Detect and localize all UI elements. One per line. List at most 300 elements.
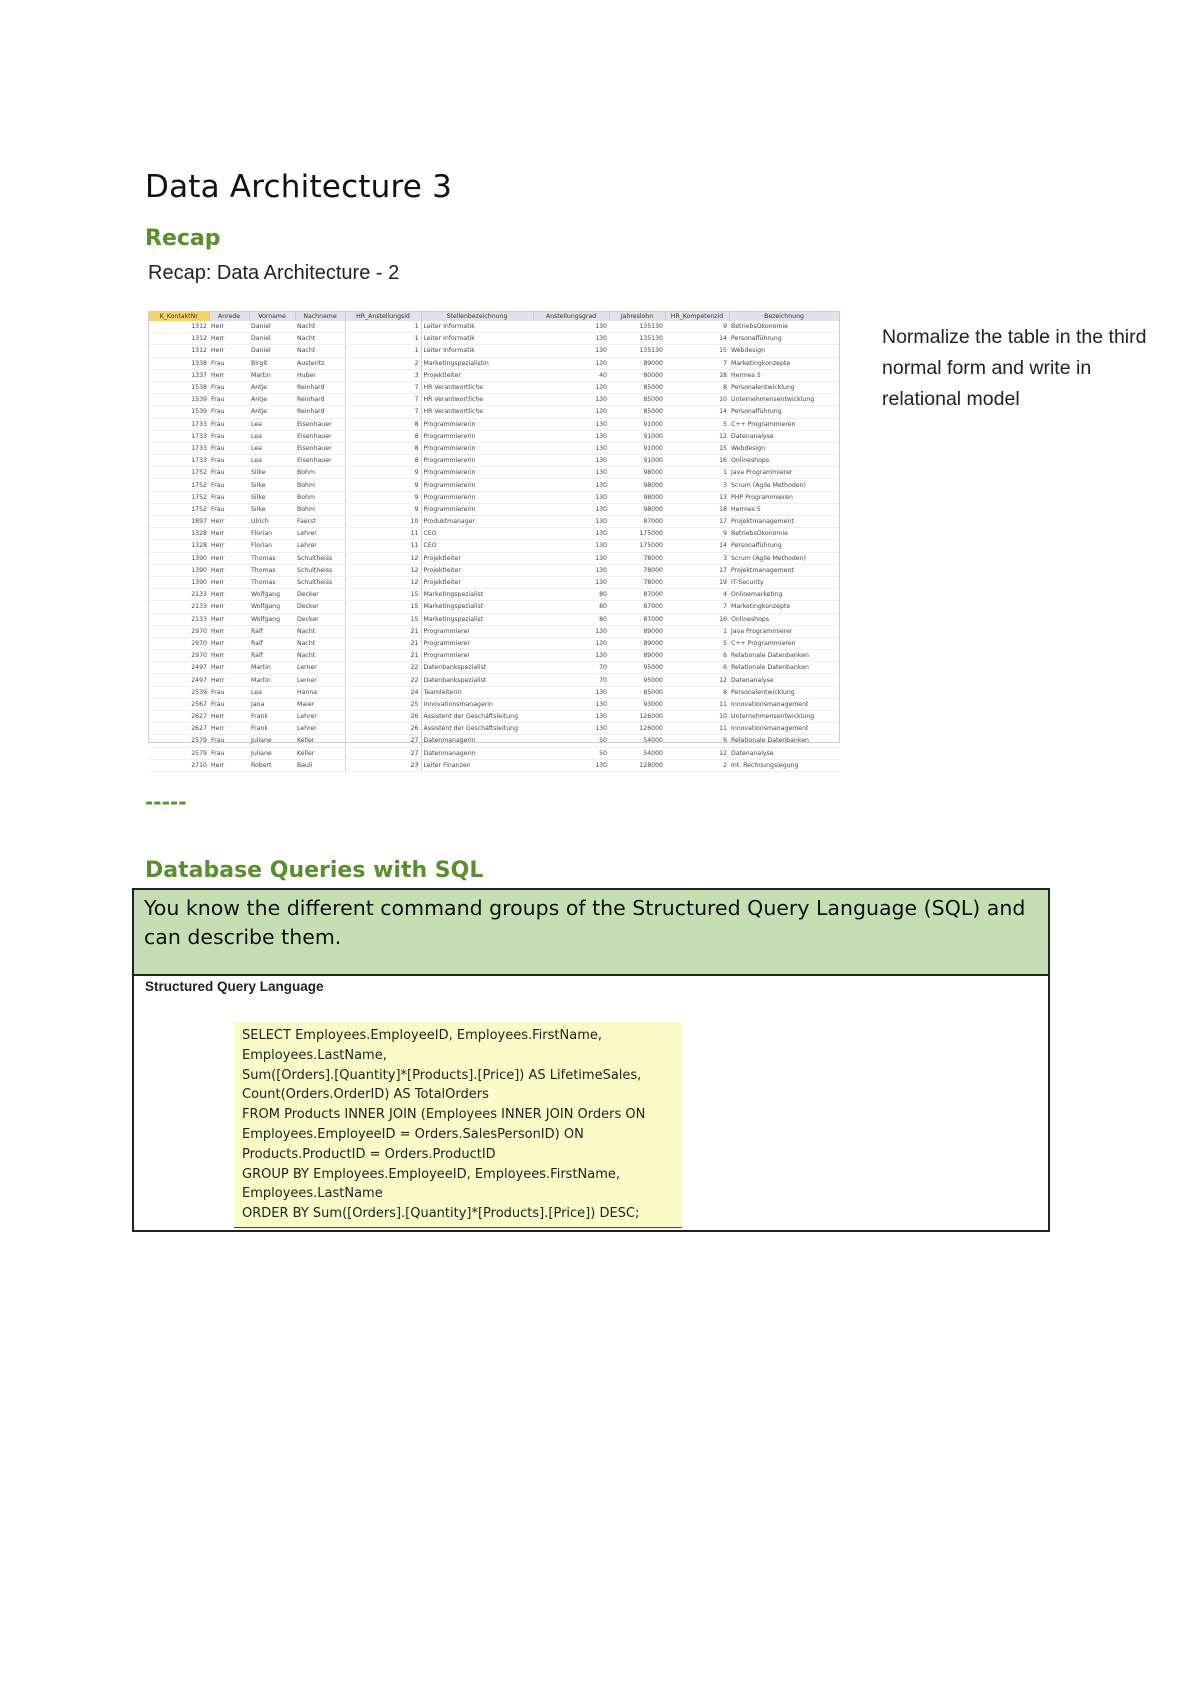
table-cell: 130	[533, 333, 609, 345]
table-cell: Huber	[295, 369, 345, 381]
table-cell: 18	[665, 369, 729, 381]
table-cell: Eisenhauer	[295, 455, 345, 467]
table-cell: Silke	[249, 491, 295, 503]
table-cell: Frau	[209, 735, 249, 747]
table-cell: 128000	[609, 759, 665, 771]
table-cell: 98000	[609, 467, 665, 479]
table-cell: Martin	[249, 662, 295, 674]
table-cell: 5	[665, 637, 729, 649]
learning-objective-box	[132, 888, 1050, 1232]
table-cell: Scrum (Agile Methoden)	[729, 479, 839, 491]
table-cell: 130	[533, 650, 609, 662]
sql-code-line: GROUP BY Employees.EmployeeID, Employees.FirstName,	[242, 1166, 621, 1182]
table-cell: Jana	[249, 698, 295, 710]
table-cell: Personalführung	[729, 540, 839, 552]
table-cell: Faerst	[295, 516, 345, 528]
table-cell: 50	[533, 747, 609, 759]
table-cell: 91000	[609, 455, 665, 467]
table-cell: 10	[345, 516, 421, 528]
table-cell: 98000	[609, 503, 665, 515]
table-cell: 2970	[149, 625, 209, 637]
table-cell: 17	[665, 564, 729, 576]
table-cell: Frau	[209, 698, 249, 710]
table-cell: Relationale Datenbanken	[729, 662, 839, 674]
table-cell: 126000	[609, 711, 665, 723]
table-row	[149, 552, 839, 564]
table-cell: 130	[533, 503, 609, 515]
table-cell: Programmiererin	[421, 479, 533, 491]
table-cell: Frau	[209, 503, 249, 515]
table-cell: Wolfgang	[249, 613, 295, 625]
section-divider: -----	[145, 790, 187, 814]
table-cell: Marketingspezialistin	[421, 357, 533, 369]
table-cell: 87000	[609, 601, 665, 613]
table-row	[149, 601, 839, 613]
table-cell: Frank	[249, 711, 295, 723]
table-cell: Marketingspezialist	[421, 589, 533, 601]
table-cell: 98000	[609, 479, 665, 491]
table-cell: Nacht	[295, 650, 345, 662]
table-cell: 6	[665, 650, 729, 662]
table-cell: Robert	[249, 759, 295, 771]
table-cell: Keller	[295, 747, 345, 759]
table-cell: 130	[533, 564, 609, 576]
table-cell: 1752	[149, 503, 209, 515]
table-cell: 130	[533, 491, 609, 503]
table-cell: 3	[665, 552, 729, 564]
table-cell: C++ Programmieren	[729, 637, 839, 649]
table-cell: Int. Rechnungslegung	[729, 759, 839, 771]
table-cell: 3	[665, 479, 729, 491]
table-cell: 1337	[149, 369, 209, 381]
table-cell: Onlinemarketing	[729, 589, 839, 601]
table-row	[149, 686, 839, 698]
table-cell: Projektleiter	[421, 564, 533, 576]
table-cell: Eisenhauer	[295, 430, 345, 442]
table-cell: Antje	[249, 394, 295, 406]
table-cell: 78000	[609, 564, 665, 576]
table-row	[149, 406, 839, 418]
table-cell: 9	[345, 503, 421, 515]
table-cell: Wolfgang	[249, 601, 295, 613]
table-cell: Marketingspezialist	[421, 613, 533, 625]
table-cell: Personalführung	[729, 406, 839, 418]
table-cell: 130	[533, 430, 609, 442]
table-row	[149, 333, 839, 345]
sql-code-line: Sum([Orders].[Quantity]*[Products].[Price]) AS LifetimeSales,	[242, 1067, 642, 1083]
table-header-row	[149, 312, 839, 321]
table-cell: Programmierer	[421, 650, 533, 662]
table-cell: Nacht	[295, 333, 345, 345]
normalize-instruction: Normalize the table in the third normal form and write in relational model	[882, 326, 1147, 410]
table-cell: Reinhard	[295, 381, 345, 393]
table-cell: Thomas	[249, 564, 295, 576]
table-cell: Projektmanagement	[729, 564, 839, 576]
table-cell: 22	[345, 674, 421, 686]
table-cell: Datenbankspezialist	[421, 674, 533, 686]
table-cell: 130	[533, 576, 609, 588]
table-cell: 1	[665, 625, 729, 637]
table-cell: Nacht	[295, 321, 345, 333]
table-cell: 16	[665, 455, 729, 467]
table-cell: 2497	[149, 662, 209, 674]
table-cell: Lea	[249, 455, 295, 467]
table-cell: Programmierer	[421, 625, 533, 637]
table-cell: Eisenhauer	[295, 418, 345, 430]
table-cell: 21	[345, 650, 421, 662]
table-cell: Frau	[209, 686, 249, 698]
table-cell: Birgit	[249, 357, 295, 369]
table-cell: 18	[665, 503, 729, 515]
table-cell: 2497	[149, 674, 209, 686]
table-cell: 7	[665, 601, 729, 613]
table-row	[149, 394, 839, 406]
table-cell: 126000	[609, 723, 665, 735]
table-cell: Herr	[209, 321, 249, 333]
table-cell: 2970	[149, 637, 209, 649]
table-cell: 85000	[609, 406, 665, 418]
table-cell: 15	[665, 442, 729, 454]
table-cell: Herr	[209, 333, 249, 345]
table-cell: 12	[345, 576, 421, 588]
table-cell: 70	[533, 674, 609, 686]
table-cell: 26	[345, 711, 421, 723]
table-row	[149, 759, 839, 771]
table-cell: Herr	[209, 723, 249, 735]
table-cell: Decker	[295, 601, 345, 613]
learning-objective-text: You know the different command groups of the Structured Query Language (SQL) and can describe them.	[134, 890, 1048, 976]
table-cell: Ulrich	[249, 516, 295, 528]
table-cell: Herr	[209, 613, 249, 625]
table-cell: 40	[533, 369, 609, 381]
column-header: HR_Anstellungsid	[345, 312, 421, 321]
sql-code-line: Employees.EmployeeID = Orders.SalesPersonID) ON	[242, 1126, 584, 1142]
table-cell: Herr	[209, 674, 249, 686]
table-cell: 130	[533, 637, 609, 649]
table-cell: 12	[665, 747, 729, 759]
table-cell: Florian	[249, 528, 295, 540]
table-cell: 130	[533, 686, 609, 698]
table-cell: Juliane	[249, 747, 295, 759]
table-cell: 14	[665, 333, 729, 345]
table-cell: Java Programmierer	[729, 625, 839, 637]
table-cell: 1338	[149, 357, 209, 369]
table-cell: Herr	[209, 625, 249, 637]
table-cell: 9	[345, 491, 421, 503]
table-cell: Florian	[249, 540, 295, 552]
table-cell: 85000	[609, 394, 665, 406]
table-cell: 9	[665, 321, 729, 333]
table-row	[149, 589, 839, 601]
table-cell: Frau	[209, 394, 249, 406]
table-cell: 7	[345, 406, 421, 418]
table-cell: 1733	[149, 418, 209, 430]
table-cell: 80	[533, 589, 609, 601]
table-cell: 12	[665, 430, 729, 442]
table-cell: Herr	[209, 552, 249, 564]
table-cell: 95000	[609, 662, 665, 674]
table-cell: 2579	[149, 747, 209, 759]
table-cell: Schultheiss	[295, 552, 345, 564]
table-cell: 1390	[149, 564, 209, 576]
table-cell: 19	[665, 576, 729, 588]
column-header: Vorname	[249, 312, 295, 321]
table-cell: 95000	[609, 674, 665, 686]
table-cell: Schultheiss	[295, 564, 345, 576]
table-cell: 9	[665, 528, 729, 540]
table-cell: 2567	[149, 698, 209, 710]
table-cell: 80000	[609, 369, 665, 381]
table-cell: 1	[665, 467, 729, 479]
table-cell: 70	[533, 662, 609, 674]
table-cell: 1897	[149, 516, 209, 528]
column-header: Anstellungsgrad	[533, 312, 609, 321]
table-cell: 85000	[609, 381, 665, 393]
table-cell: 1312	[149, 333, 209, 345]
table-cell: 24	[345, 686, 421, 698]
table-cell: Frau	[209, 418, 249, 430]
table-cell: Reinhard	[295, 406, 345, 418]
table-cell: Projektleiter	[421, 552, 533, 564]
table-cell: Assistent der Geschäftsleitung	[421, 723, 533, 735]
table-cell: 130	[533, 540, 609, 552]
table-cell: 14	[665, 540, 729, 552]
table-cell: Lerner	[295, 674, 345, 686]
sql-code-line: SELECT Employees.EmployeeID, Employees.FirstName,	[242, 1028, 602, 1043]
table-row	[149, 613, 839, 625]
table-cell: Nacht	[295, 345, 345, 357]
table-cell: 11	[665, 698, 729, 710]
table-cell: Lea	[249, 686, 295, 698]
table-cell: Projektleiter	[421, 576, 533, 588]
table-cell: Decker	[295, 613, 345, 625]
table-cell: 175000	[609, 540, 665, 552]
table-row	[149, 503, 839, 515]
table-row	[149, 418, 839, 430]
table-cell: 130	[533, 442, 609, 454]
table-cell: 80	[533, 613, 609, 625]
table-row	[149, 357, 839, 369]
table-cell: Programmierer	[421, 637, 533, 649]
table-cell: Leiter Informatik	[421, 321, 533, 333]
table-cell: Lea	[249, 430, 295, 442]
table-cell: 27	[345, 747, 421, 759]
table-row	[149, 479, 839, 491]
table-cell: Silke	[249, 467, 295, 479]
table-cell: Maier	[295, 698, 345, 710]
table-cell: Schultheiss	[295, 576, 345, 588]
spreadsheet-image	[148, 311, 840, 769]
table-cell: Lehrer	[295, 711, 345, 723]
table-cell: 91000	[609, 418, 665, 430]
table-cell: 15	[665, 345, 729, 357]
table-cell: 7	[665, 357, 729, 369]
table-cell: 2627	[149, 723, 209, 735]
table-cell: Lea	[249, 418, 295, 430]
table-cell: Scrum (Agile Methoden)	[729, 552, 839, 564]
table-cell: Frau	[209, 430, 249, 442]
table-cell: 87000	[609, 516, 665, 528]
table-cell: Nacht	[295, 625, 345, 637]
table-cell: Unternehmensentwicklung	[729, 711, 839, 723]
table-cell: 17	[665, 516, 729, 528]
table-cell: 130	[533, 698, 609, 710]
table-cell: Programmiererin	[421, 430, 533, 442]
table-cell: Programmiererin	[421, 455, 533, 467]
table-cell: 12	[345, 552, 421, 564]
table-cell: 130	[533, 479, 609, 491]
table-cell: Bohm	[295, 467, 345, 479]
column-header: Jahreslohn	[609, 312, 665, 321]
table-cell: Daniel	[249, 321, 295, 333]
table-cell: 130	[533, 528, 609, 540]
table-cell: Keller	[295, 735, 345, 747]
table-cell: 11	[665, 723, 729, 735]
table-cell: Bauli	[295, 759, 345, 771]
table-cell: 14	[665, 406, 729, 418]
table-cell: 87000	[609, 613, 665, 625]
table-cell: Bohm	[295, 491, 345, 503]
table-cell: 15	[345, 589, 421, 601]
table-cell: 130	[533, 711, 609, 723]
table-cell: 89000	[609, 357, 665, 369]
table-cell: Programmiererin	[421, 503, 533, 515]
table-cell: Innovationsmanagement	[729, 723, 839, 735]
table-cell: Relationale Datenbanken	[729, 735, 839, 747]
table-cell: Datenbankspezialist	[421, 662, 533, 674]
table-cell: Onlineshops	[729, 613, 839, 625]
table-cell: Antje	[249, 381, 295, 393]
table-cell: Hanna	[295, 686, 345, 698]
table-cell: 2710	[149, 759, 209, 771]
table-row	[149, 455, 839, 467]
table-cell: Webdesign	[729, 442, 839, 454]
table-cell: Thomas	[249, 552, 295, 564]
table-cell: 130	[533, 406, 609, 418]
table-cell: 8	[345, 418, 421, 430]
table-row	[149, 430, 839, 442]
table-cell: Herr	[209, 637, 249, 649]
table-cell: Austeritz	[295, 357, 345, 369]
table-cell: Lehrer	[295, 528, 345, 540]
table-cell: Datenanalyse	[729, 747, 839, 759]
table-cell: Martin	[249, 674, 295, 686]
table-cell: 1	[345, 333, 421, 345]
table-cell: Frau	[209, 467, 249, 479]
page-title: Data Architecture 3	[145, 168, 453, 205]
table-cell: 5	[665, 418, 729, 430]
table-row	[149, 369, 839, 381]
table-cell: Wolfgang	[249, 589, 295, 601]
table-cell: 130	[533, 394, 609, 406]
table-cell: Lehrer	[295, 723, 345, 735]
table-cell: 130	[533, 552, 609, 564]
table-cell: 8	[345, 442, 421, 454]
table-cell: HR Verantwortliche	[421, 381, 533, 393]
table-cell: 8	[345, 455, 421, 467]
table-cell: 22	[345, 662, 421, 674]
table-cell: 1539	[149, 394, 209, 406]
table-cell: 1752	[149, 479, 209, 491]
table-cell: 130	[533, 467, 609, 479]
sql-code-line: ORDER BY Sum([Orders].[Quantity]*[Products].[Price]) DESC;	[242, 1206, 640, 1222]
sql-code-line: Employees.LastName	[242, 1186, 383, 1202]
table-cell: 12	[345, 564, 421, 576]
table-row	[149, 345, 839, 357]
table-cell: PHP Programmieren	[729, 491, 839, 503]
table-cell: 85000	[609, 686, 665, 698]
table-cell: Frau	[209, 455, 249, 467]
column-header: Anrede	[209, 312, 249, 321]
table-cell: 9	[345, 479, 421, 491]
table-cell: Herr	[209, 601, 249, 613]
table-cell: Silke	[249, 503, 295, 515]
table-cell: 50	[533, 735, 609, 747]
table-cell: Lehrer	[295, 540, 345, 552]
table-cell: 7	[345, 394, 421, 406]
table-cell: Frank	[249, 723, 295, 735]
table-row	[149, 321, 839, 333]
table-cell: Programmiererin	[421, 418, 533, 430]
table-cell: HR Verantwortliche	[421, 406, 533, 418]
table-cell: 130	[533, 455, 609, 467]
table-cell: Herr	[209, 650, 249, 662]
table-cell: 1733	[149, 455, 209, 467]
table-cell: 7	[345, 381, 421, 393]
recap-heading: Recap	[145, 226, 221, 251]
table-cell: 3	[345, 369, 421, 381]
table-cell: Frau	[209, 442, 249, 454]
table-cell: Herr	[209, 528, 249, 540]
table-cell: Ralf	[249, 637, 295, 649]
table-cell: Lea	[249, 442, 295, 454]
table-cell: Java Programmierer	[729, 467, 839, 479]
table-cell: Herr	[209, 369, 249, 381]
table-cell: Programmiererin	[421, 467, 533, 479]
table-cell: 87000	[609, 589, 665, 601]
table-cell: 12	[665, 674, 729, 686]
table-cell: Decker	[295, 589, 345, 601]
table-cell: Hermes 5	[729, 503, 839, 515]
table-cell: 135130	[609, 321, 665, 333]
table-cell: Hermes 5	[729, 369, 839, 381]
table-row	[149, 735, 839, 747]
table-cell: Leiter Informatik	[421, 333, 533, 345]
table-cell: 6	[665, 735, 729, 747]
table-cell: 21	[345, 625, 421, 637]
sql-code-block	[234, 1022, 682, 1228]
table-row	[149, 747, 839, 759]
table-cell: Personalentwicklung	[729, 686, 839, 698]
table-cell: Personalführung	[729, 333, 839, 345]
table-cell: Herr	[209, 589, 249, 601]
table-cell: Innovationsmanagerin	[421, 698, 533, 710]
table-cell: 1328	[149, 540, 209, 552]
table-row	[149, 662, 839, 674]
table-cell: Herr	[209, 759, 249, 771]
table-cell: CEO	[421, 540, 533, 552]
table-cell: 1390	[149, 552, 209, 564]
table-cell: 130	[533, 625, 609, 637]
table-cell: 130	[533, 418, 609, 430]
table-row	[149, 491, 839, 503]
table-cell: Leiter Finanzen	[421, 759, 533, 771]
table-cell: Frau	[209, 491, 249, 503]
table-cell: BetriebsOkonomie	[729, 321, 839, 333]
table-cell: Webdesign	[729, 345, 839, 357]
table-cell: 2	[345, 357, 421, 369]
table-cell: Leiter Informatik	[421, 345, 533, 357]
